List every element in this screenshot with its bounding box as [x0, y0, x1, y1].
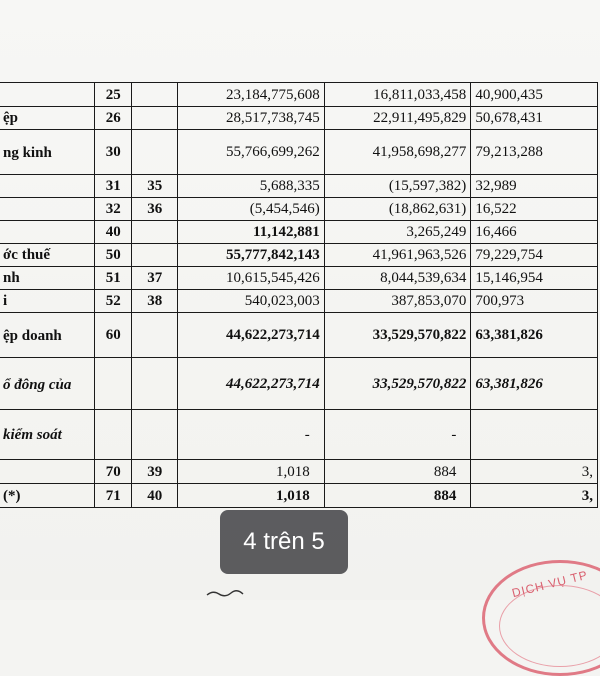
total-value: 15,146,954: [471, 267, 598, 290]
table-row: [0, 410, 598, 460]
total-value: 700,973: [471, 290, 598, 313]
row-code: 25: [95, 83, 132, 107]
total-value: 16,522: [471, 198, 598, 221]
total-value: 79,229,754: [471, 244, 598, 267]
current-year-value: (5,454,546): [178, 198, 325, 221]
table-row: [0, 244, 598, 267]
total-value: 32,989: [471, 175, 598, 198]
income-statement-table: [0, 82, 598, 508]
row-label: ổ đông của: [0, 358, 95, 410]
row-code: 31: [95, 175, 132, 198]
row-code: [95, 410, 132, 460]
total-value: 63,381,826: [471, 358, 598, 410]
total-value: 63,381,826: [471, 313, 598, 358]
row-code: 70: [95, 460, 132, 484]
previous-year-value: 16,811,033,458: [324, 83, 471, 107]
table-row: [0, 221, 598, 244]
total-value: 79,213,288: [471, 130, 598, 175]
row-code: 26: [95, 107, 132, 130]
table-row: [0, 83, 598, 107]
row-code: 40: [95, 221, 132, 244]
row-label: ệp: [0, 107, 95, 130]
row-note: [132, 130, 178, 175]
row-label: ng kinh: [0, 130, 95, 175]
table-row: [0, 460, 598, 484]
signature-mark: [205, 588, 245, 598]
current-year-value: 5,688,335: [178, 175, 325, 198]
row-code: 60: [95, 313, 132, 358]
row-label: [0, 460, 95, 484]
row-note: [132, 107, 178, 130]
current-year-value: 1,018: [178, 484, 325, 508]
total-value: [471, 410, 598, 460]
previous-year-value: 884: [324, 460, 471, 484]
row-label: nh: [0, 267, 95, 290]
page-indicator-text: 4 trên 5: [243, 528, 325, 555]
previous-year-value: 41,958,698,277: [324, 130, 471, 175]
row-code: 50: [95, 244, 132, 267]
row-note: [132, 358, 178, 410]
table-row: [0, 313, 598, 358]
previous-year-value: 387,853,070: [324, 290, 471, 313]
current-year-value: 55,777,842,143: [178, 244, 325, 267]
current-year-value: 540,023,003: [178, 290, 325, 313]
row-note: 35: [132, 175, 178, 198]
total-value: 50,678,431: [471, 107, 598, 130]
row-code: 52: [95, 290, 132, 313]
row-note: [132, 313, 178, 358]
current-year-value: 44,622,273,714: [178, 313, 325, 358]
row-code: 30: [95, 130, 132, 175]
current-year-value: 1,018: [178, 460, 325, 484]
previous-year-value: 33,529,570,822: [324, 358, 471, 410]
table-row: [0, 267, 598, 290]
previous-year-value: 3,265,249: [324, 221, 471, 244]
row-note: 37: [132, 267, 178, 290]
row-code: 51: [95, 267, 132, 290]
company-stamp: [482, 560, 600, 676]
previous-year-value: 8,044,539,634: [324, 267, 471, 290]
row-note: 38: [132, 290, 178, 313]
row-label: ệp doanh: [0, 313, 95, 358]
row-label: i: [0, 290, 95, 313]
current-year-value: 10,615,545,426: [178, 267, 325, 290]
row-note: 36: [132, 198, 178, 221]
row-note: [132, 410, 178, 460]
table-row: [0, 130, 598, 175]
row-label: kiểm soát: [0, 410, 95, 460]
previous-year-value: 22,911,495,829: [324, 107, 471, 130]
current-year-value: 44,622,273,714: [178, 358, 325, 410]
previous-year-value: 33,529,570,822: [324, 313, 471, 358]
row-label: ớc thuế: [0, 244, 95, 267]
previous-year-value: 41,961,963,526: [324, 244, 471, 267]
row-note: 39: [132, 460, 178, 484]
previous-year-value: (15,597,382): [324, 175, 471, 198]
row-note: [132, 244, 178, 267]
row-label: [0, 175, 95, 198]
row-code: [95, 358, 132, 410]
total-value: 40,900,435: [471, 83, 598, 107]
row-label: [0, 221, 95, 244]
table-row: [0, 107, 598, 130]
previous-year-value: -: [324, 410, 471, 460]
table-row: [0, 198, 598, 221]
row-code: 71: [95, 484, 132, 508]
table-row: [0, 358, 598, 410]
page-indicator: [220, 510, 348, 574]
total-value: 3,: [471, 460, 598, 484]
row-label: [0, 83, 95, 107]
total-value: 16,466: [471, 221, 598, 244]
row-label: [0, 198, 95, 221]
row-note: 40: [132, 484, 178, 508]
current-year-value: -: [178, 410, 325, 460]
table-row: [0, 484, 598, 508]
stamp-text: DỊCH VỤ TP: [510, 567, 590, 601]
table-row: [0, 290, 598, 313]
previous-year-value: (18,862,631): [324, 198, 471, 221]
row-note: [132, 83, 178, 107]
row-label: (*): [0, 484, 95, 508]
current-year-value: 28,517,738,745: [178, 107, 325, 130]
row-code: 32: [95, 198, 132, 221]
current-year-value: 23,184,775,608: [178, 83, 325, 107]
total-value: 3,: [471, 484, 598, 508]
previous-year-value: 884: [324, 484, 471, 508]
table-row: [0, 175, 598, 198]
row-note: [132, 221, 178, 244]
current-year-value: 55,766,699,262: [178, 130, 325, 175]
current-year-value: 11,142,881: [178, 221, 325, 244]
